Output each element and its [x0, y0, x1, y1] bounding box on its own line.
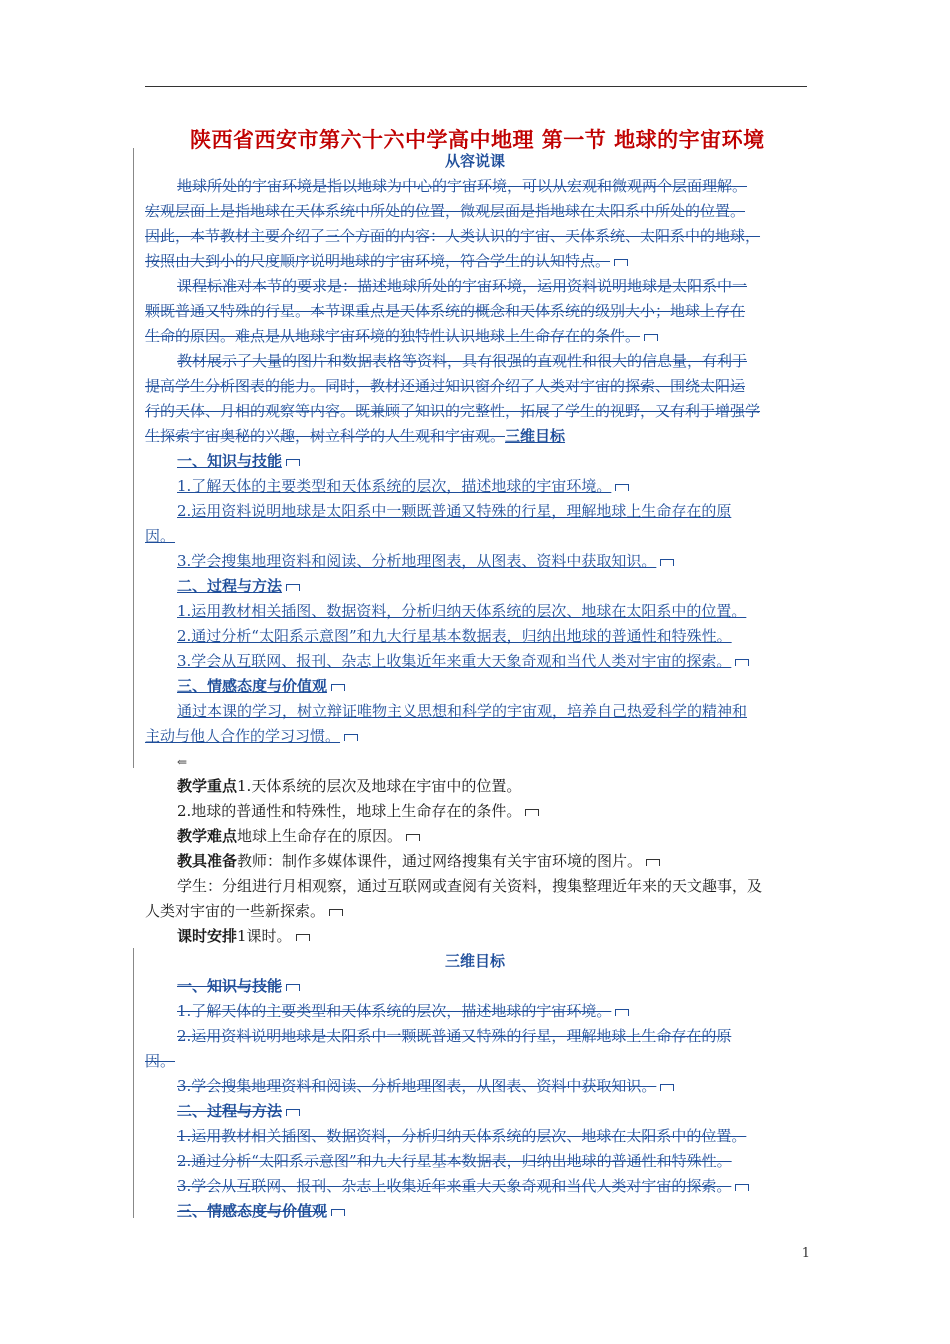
paragraph-mark-icon [406, 834, 420, 841]
paragraph-mark-icon [286, 1109, 300, 1116]
paragraph-mark-icon [660, 559, 674, 566]
paragraph-mark-icon [329, 909, 343, 916]
paragraph-mark-icon [735, 1184, 749, 1191]
goal-item: 主动与他人合作的学习习惯。 [145, 724, 807, 749]
intro-line: 地球所处的宇宙环境是指以地球为中心的宇宙环境，可以从宏观和微观两个层面理解。 [177, 177, 748, 195]
paragraph-mark-icon [615, 484, 629, 491]
intro-line: 教材展示了大量的图片和数据表格等资料，具有很强的直观性和很大的信息量，有利于 [177, 352, 748, 370]
deleted-goal-item: 3.学会从互联网、报刊、杂志上收集近年来重大天象奇观和当代人类对宇宙的探索。 [145, 1174, 807, 1199]
intro-line: 生命的原因。难点是从地球宇宙环境的独特性认识地球上生命存在的条件。 [145, 324, 807, 349]
intro-line: 课程标准对本节的要求是：描述地球所处的宇宙环境，运用资料说明地球是太阳系中一 [177, 277, 748, 295]
paragraph-mark-icon [286, 584, 300, 591]
intro-line: 颗既普通又特殊的行星。本节课重点是天体系统的概念和天体系统的级别大小；地球上存在 [145, 302, 746, 320]
paragraph-mark-icon [615, 1009, 629, 1016]
intro-line: 生探索宇宙奥秘的兴趣，树立科学的人生观和宇宙观。三维目标 [145, 427, 566, 445]
plan-line: 2.地球的普通性和特殊性，地球上生命存在的条件。 [145, 799, 807, 824]
goal-item: 1.了解天体的主要类型和天体系统的层次，描述地球的宇宙环境。 [145, 474, 807, 499]
anchor-mark-icon: ⇐ [177, 755, 188, 769]
deleted-goal-item: 1.了解天体的主要类型和天体系统的层次，描述地球的宇宙环境。 [145, 999, 807, 1024]
goal-item: 2.通过分析“太阳系示意图”和九大行星基本数据表，归纳出地球的普通性和特殊性。 [177, 627, 732, 645]
goal-heading: 一、知识与技能 [145, 449, 807, 474]
goal-item: 通过本课的学习，树立辩证唯物主义思想和科学的宇宙观，培养自己热爱科学的精神和 [177, 702, 748, 720]
deleted-goal-item: 2.通过分析“太阳系示意图”和九大行星基本数据表，归纳出地球的普通性和特殊性。 [177, 1152, 732, 1170]
paragraph-mark-icon [296, 934, 310, 941]
deleted-goal-item: 2.运用资料说明地球是太阳系中一颗既普通又特殊的行星，理解地球上生命存在的原 [177, 1027, 732, 1045]
paragraph-mark-icon [644, 334, 658, 341]
deleted-goal-item: 1.运用教材相关插图、数据资料，分析归纳天体系统的层次、地球在太阳系中的位置。 [177, 1127, 747, 1145]
section-heading: 从容说课 [444, 152, 505, 170]
intro-line: 因此，本节教材主要介绍了三个方面的内容：人类认识的宇宙、天体系统、太阳系中的地球， [145, 227, 761, 245]
paragraph-mark-icon [614, 259, 628, 266]
goal-item: 3.学会搜集地理资料和阅读、分析地理图表，从图表、资料中获取知识。 [145, 549, 807, 574]
deleted-goal-item: 因。 [145, 1052, 176, 1070]
change-bar [133, 948, 134, 1218]
plan-line: 教学难点地球上生命存在的原因。 [145, 824, 807, 849]
goal-item: 因。 [145, 527, 176, 545]
goal-item: 1.运用教材相关插图、数据资料，分析归纳天体系统的层次、地球在太阳系中的位置。 [177, 602, 747, 620]
section-heading: 三维目标 [444, 952, 505, 970]
paragraph-mark-icon [331, 1209, 345, 1216]
deleted-goal-heading: 二、过程与方法 [145, 1099, 807, 1124]
plan-line: 教具准备教师：制作多媒体课件，通过网络搜集有关宇宙环境的图片。 [145, 849, 807, 874]
deleted-goal-heading: 一、知识与技能 [145, 974, 807, 999]
intro-line: 提高学生分析图表的能力。同时，教材还通过知识窗介绍了人类对宇宙的探索、围绕太阳运 [145, 377, 746, 395]
plan-line: 学生：分组进行月相观察，通过互联网或查阅有关资料，搜集整理近年来的天文趣事，及 [177, 877, 763, 895]
goal-item: 2.运用资料说明地球是太阳系中一颗既普通又特殊的行星，理解地球上生命存在的原 [177, 502, 732, 520]
paragraph-mark-icon [735, 659, 749, 666]
paragraph-mark-icon [525, 809, 539, 816]
intro-line: 行的天体、月相的观察等内容。既兼顾了知识的完整性，拓展了学生的视野，又有利于增强学 [145, 402, 761, 420]
goal-item: 3.学会从互联网、报刊、杂志上收集近年来重大天象奇观和当代人类对宇宙的探索。 [145, 649, 807, 674]
paragraph-mark-icon [331, 684, 345, 691]
paragraph-mark-icon [660, 1084, 674, 1091]
intro-line: 宏观层面上是指地球在天体系统中所处的位置，微观层面是指地球在太阳系中所处的位置。 [145, 202, 746, 220]
change-bar [133, 148, 134, 768]
deleted-goal-item: 3.学会搜集地理资料和阅读、分析地理图表，从图表、资料中获取知识。 [145, 1074, 807, 1099]
page-title: 陕西省西安市第六十六中学高中地理 第一节 地球的宇宙环境 [190, 127, 765, 152]
plan-line: 教学重点1.天体系统的层次及地球在宇宙中的位置。 [177, 777, 522, 795]
page-number: 1 [801, 1246, 810, 1261]
paragraph-mark-icon [286, 459, 300, 466]
intro-line: 按照由大到小的尺度顺序说明地球的宇宙环境，符合学生的认知特点。 [145, 249, 807, 274]
paragraph-mark-icon [286, 984, 300, 991]
goal-heading: 三、情感态度与价值观 [145, 674, 807, 699]
plan-line: 课时安排1课时。 [145, 924, 807, 949]
header-rule [145, 86, 807, 87]
plan-line: 人类对宇宙的一些新探索。 [145, 899, 807, 924]
deleted-goal-heading: 三、情感态度与价值观 [145, 1199, 807, 1224]
paragraph-mark-icon [646, 859, 660, 866]
goal-heading: 二、过程与方法 [145, 574, 807, 599]
paragraph-mark-icon [344, 734, 358, 741]
